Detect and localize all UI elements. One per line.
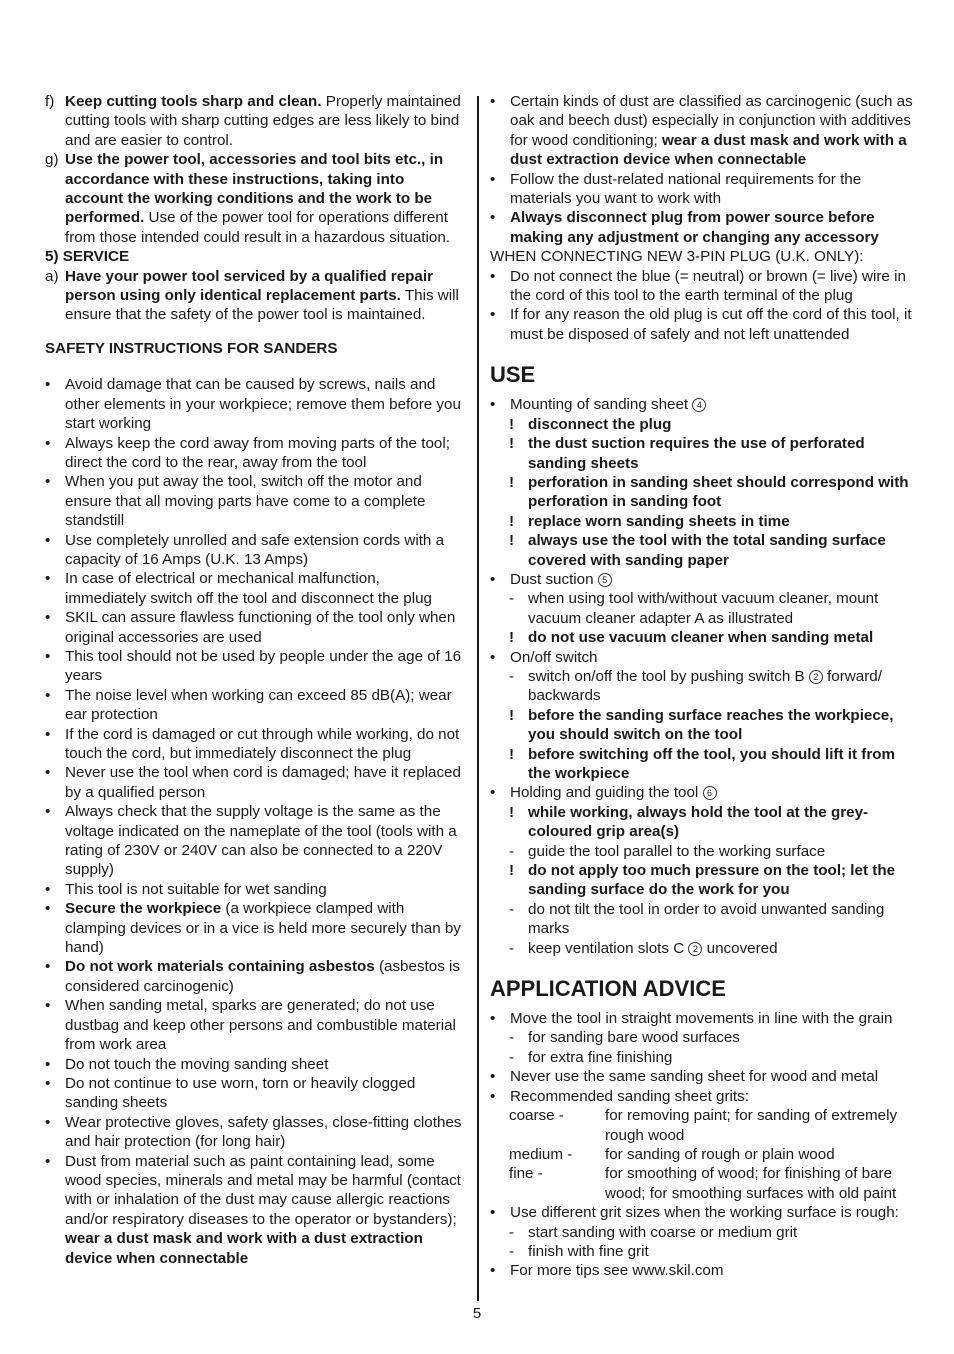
bullet-text: This tool is not suitable for wet sanding [65, 880, 327, 898]
sanders-bullet [45, 434, 465, 473]
bullet-text: When you put away the tool, switch off the motor and ensure that all moving parts have come to a complete standstill [65, 473, 426, 530]
dust-bullet [490, 208, 915, 247]
grit-row [490, 1106, 915, 1145]
figure-ref-4-icon: 4 [692, 398, 706, 412]
sanders-bullet [45, 802, 465, 880]
left-column [45, 92, 465, 1268]
advice-never: • Never use the same sanding sheet for wood and metal [490, 1068, 879, 1086]
holding-dash-1: - guide the tool parallel to the working surface [509, 842, 826, 860]
onoff-notes [490, 706, 915, 784]
sanders-bullet [45, 1055, 465, 1074]
bullet-mark: • [45, 764, 51, 782]
plug-bullet [490, 305, 915, 344]
mounting-note [490, 531, 915, 570]
sanders-bullet [45, 763, 465, 802]
exclamation-mark: ! [509, 473, 515, 491]
note-text: always use the tool with the total sanding surface covered with sanding paper [528, 532, 886, 569]
bullet-text: Do not connect the blue (= neutral) or brown (= live) wire in the cord of this tool to the earth terminal of the plug [510, 267, 906, 305]
bullet-text: If the cord is damaged or cut through while working, do not touch the cord, but immediately disconnect the plug [65, 725, 460, 762]
bullet-text: (a workpiece clamped with clamping devices or in a vice is held more securely than by hand) [65, 900, 461, 957]
sanders-bullet [45, 569, 465, 608]
note-text: disconnect the plug [528, 415, 672, 433]
rule-f: f) Keep cutting tools sharp and clean. Properly maintained cutting tools with sharp cutting edges are less likely to bind and are easier to control. [45, 93, 461, 149]
bullet-text: SKIL can assure flawless functioning of the tool only when original accessories are used [65, 609, 456, 646]
exclamation-mark: ! [509, 435, 515, 453]
exclamation-mark: ! [509, 706, 515, 724]
onoff-note [490, 745, 915, 784]
sanders-bullet [45, 608, 465, 647]
bullet-text: Dust from material such as paint containing lead, some wood species, minerals and metal may be harmful (contact with or inhalation of the dust may cause allergic reactions and/or respiratory diseases to the operator or bystanders); [65, 1152, 461, 1228]
mounting-note [490, 512, 915, 531]
rule-g: g) Use the power tool, accessories and tool bits etc., in accordance with these instructions, taking into account the working conditions and the work to be performed. Use of the power tool for operations different from those intended could result in a hazardous situation. [45, 151, 450, 246]
sanders-bullet [45, 1074, 465, 1113]
note-text: replace worn sanding sheets in time [528, 512, 790, 530]
bullet-bold: Secure the workpiece [65, 900, 222, 918]
grit-row [490, 1145, 915, 1164]
bullet-text: Do not touch the moving sanding sheet [65, 1055, 329, 1073]
figure-ref-5-icon: 5 [598, 573, 612, 587]
bullet-text: Wear protective gloves, safety glasses, close-fitting clothes and hair protection (for long hair) [65, 1113, 462, 1151]
bullet-mark: • [45, 376, 51, 394]
bullet-mark: • [490, 267, 496, 285]
bullet-text: Avoid damage that can be caused by screws, nails and other elements in your workpiece; remove them before you start working [65, 376, 461, 433]
bullet-mark: • [490, 306, 496, 324]
sanders-bullet [45, 996, 465, 1054]
dust-bullet [490, 92, 915, 170]
grit-use: for smoothing of wood; for finishing of bare wood; for smoothing surfaces with old paint [605, 1165, 897, 1202]
onoff-note [490, 706, 915, 745]
sanders-bullet [45, 1152, 465, 1268]
grit-use: for sanding of rough or plain wood [605, 1145, 835, 1163]
plug-bullet-list [490, 267, 915, 345]
exclamation-mark: ! [509, 745, 515, 763]
bullet-text: Use completely unrolled and safe extension cords with a capacity of 16 Amps (U.K. 13 Amps) [65, 531, 445, 568]
advice-diff-dash-2: - finish with fine grit [509, 1242, 649, 1260]
bullet-text: In case of electrical or mechanical malfunction, immediately switch off the tool and disconnect the plug [65, 570, 432, 607]
advice-move-dash-1: - for sanding bare wood surfaces [509, 1029, 740, 1047]
use-mounting: • Mounting of sanding sheet 4 [490, 395, 915, 414]
advice-diff-dash-1: - start sanding with coarse or medium grit [509, 1223, 798, 1241]
figure-ref-6-icon: 6 [703, 786, 717, 800]
note-text: before the sanding surface reaches the workpiece, you should switch on the tool [528, 706, 894, 744]
bullet-text: Do not continue to use worn, torn or heavily clogged sanding sheets [65, 1074, 416, 1112]
dust-dash: - when using tool with/without vacuum cleaner, mount vacuum cleaner adapter A as illustrated [509, 590, 879, 627]
bullet-bold-tail: wear a dust mask and work with a dust extraction device when connectable [65, 1230, 423, 1267]
bullet-mark: • [490, 170, 496, 188]
grit-name: coarse - [509, 1107, 564, 1125]
note-text: perforation in sanding sheet should correspond with perforation in sanding foot [528, 473, 909, 511]
mounting-notes [490, 415, 915, 570]
sanders-bullet [45, 686, 465, 725]
advice-tips: • For more tips see www.skil.com [490, 1262, 724, 1280]
plug-heading: WHEN CONNECTING NEW 3-PIN PLUG (U.K. ONLY): [490, 248, 864, 266]
bullet-mark: • [45, 686, 51, 704]
bullet-text: When sanding metal, sparks are generated; do not use dustbag and keep other persons and combustible material from work area [65, 997, 456, 1054]
page-number: 5 [472, 1305, 482, 1322]
bullet-bold: Do not work materials containing asbestos [65, 958, 375, 976]
bullet-mark: • [45, 1074, 51, 1092]
bullet-text: Always check that the supply voltage is the same as the voltage indicated on the nameplate of the tool (tools with a rating of 230V or 240V can also be connected to a 220V supply) [65, 803, 457, 879]
onoff-dash: - switch on/off the tool by pushing switch B 2 forward/ backwards [509, 667, 882, 705]
sanders-bullet [45, 1113, 465, 1152]
grit-name: fine - [509, 1165, 543, 1183]
sanders-bullet [45, 375, 465, 433]
exclamation-mark: ! [509, 512, 515, 530]
figure-ref-2-icon: 2 [809, 670, 823, 684]
bullet-mark: • [490, 93, 496, 110]
bullet-mark: • [45, 434, 51, 452]
holding-dash-2: - do not tilt the tool in order to avoid unwanted sanding marks [509, 900, 885, 938]
bullet-mark: • [45, 609, 51, 627]
use-heading: USE [490, 362, 536, 388]
bullet-mark: • [45, 880, 51, 898]
exclamation-mark: ! [509, 532, 515, 550]
advice-move-dash-2: - for extra fine finishing [509, 1048, 673, 1066]
bullet-mark: • [45, 1152, 51, 1170]
bullet-mark: • [45, 647, 51, 665]
plug-bullet [490, 267, 915, 306]
bullet-mark: • [45, 1113, 51, 1131]
sanders-bullet [45, 647, 465, 686]
bullet-text: Always keep the cord away from moving parts of the tool; direct the cord to the rear, away from the tool [65, 434, 450, 471]
exclamation-mark: ! [509, 415, 515, 433]
dust-bullet-list [490, 92, 915, 247]
sanders-bullet [45, 531, 465, 570]
figure-ref-2b-icon: 2 [688, 942, 702, 956]
bullet-text: If for any reason the old plug is cut off the cord of this tool, it must be disposed of safely and not left unattended [510, 306, 912, 343]
bullet-text: Certain kinds of dust are classified as carcinogenic (such as oak and beech dust) especially in conjunction with additives for wood conditioning; [510, 93, 913, 149]
bullet-mark: • [45, 531, 51, 549]
sanders-bullet [45, 725, 465, 764]
bullet-mark: • [45, 958, 51, 976]
bullet-text: Never use the tool when cord is damaged; have it replaced by a qualified person [65, 764, 461, 801]
use-holding: • Holding and guiding the tool 6 [490, 783, 915, 802]
column-divider [477, 96, 479, 1301]
sanders-bullet [45, 899, 465, 957]
mounting-note [490, 415, 915, 434]
bullet-bold-tail: Always disconnect plug from power source before making any adjustment or changing any accessory [510, 209, 879, 246]
service-heading: 5) SERVICE [45, 248, 130, 266]
grit-table [490, 1106, 915, 1203]
grit-name: medium - [509, 1145, 573, 1163]
bullet-text: This tool should not be used by people under the age of 16 years [65, 647, 462, 685]
bullet-text: (asbestos is considered carcinogenic) [65, 958, 460, 995]
right-column [490, 92, 915, 1281]
bullet-mark: • [45, 997, 51, 1015]
sanders-bullet [45, 957, 465, 996]
mounting-note [490, 473, 915, 512]
bullet-mark: • [45, 803, 51, 821]
note-text: the dust suction requires the use of perforated sanding sheets [528, 435, 865, 472]
sanders-bullet-list [45, 375, 465, 1268]
mounting-note [490, 434, 915, 473]
bullet-text: The noise level when working can exceed 85 dB(A); wear ear protection [65, 686, 452, 724]
use-onoff: • On/off switch [490, 648, 598, 666]
grit-row [490, 1164, 915, 1203]
bullet-mark: • [45, 473, 51, 491]
sanders-bullet [45, 880, 465, 899]
bullet-mark: • [45, 1055, 51, 1073]
sanders-heading: SAFETY INSTRUCTIONS FOR SANDERS [45, 339, 338, 357]
bullet-mark: • [490, 209, 496, 227]
bullet-mark: • [45, 900, 51, 918]
application-advice-heading: APPLICATION ADVICE [490, 976, 726, 1002]
advice-grits: • Recommended sanding sheet grits: [490, 1087, 749, 1105]
sanders-bullet [45, 472, 465, 530]
note-text: before switching off the tool, you should lift it from the workpiece [528, 745, 896, 782]
bullet-text: Follow the dust-related national requirements for the materials you want to work with [510, 170, 862, 208]
bullet-mark: • [45, 725, 51, 743]
advice-move: • Move the tool in straight movements in line with the grain [490, 1010, 893, 1028]
rule-service-a: a) Have your power tool serviced by a qualified repair person using only identical replacement parts. This will ensure that the safety of the power tool is maintained. [45, 267, 459, 324]
dust-bullet [490, 170, 915, 209]
dust-note: ! do not use vacuum cleaner when sanding metal [509, 629, 874, 647]
advice-different: • Use different grit sizes when the working surface is rough: [490, 1204, 899, 1222]
bullet-bold-tail: wear a dust mask and work with a dust extraction device when connectable [510, 131, 907, 169]
bullet-mark: • [45, 570, 51, 588]
grit-use: for removing paint; for sanding of extremely rough wood [605, 1107, 898, 1144]
holding-note-1: ! while working, always hold the tool at the grey-coloured grip area(s) [509, 803, 869, 841]
holding-note-2: ! do not apply too much pressure on the tool; let the sanding surface do the work for you [509, 862, 896, 899]
holding-dash-3: - keep ventilation slots C 2 uncovered [509, 939, 778, 957]
use-dust: • Dust suction 5 [490, 570, 915, 589]
